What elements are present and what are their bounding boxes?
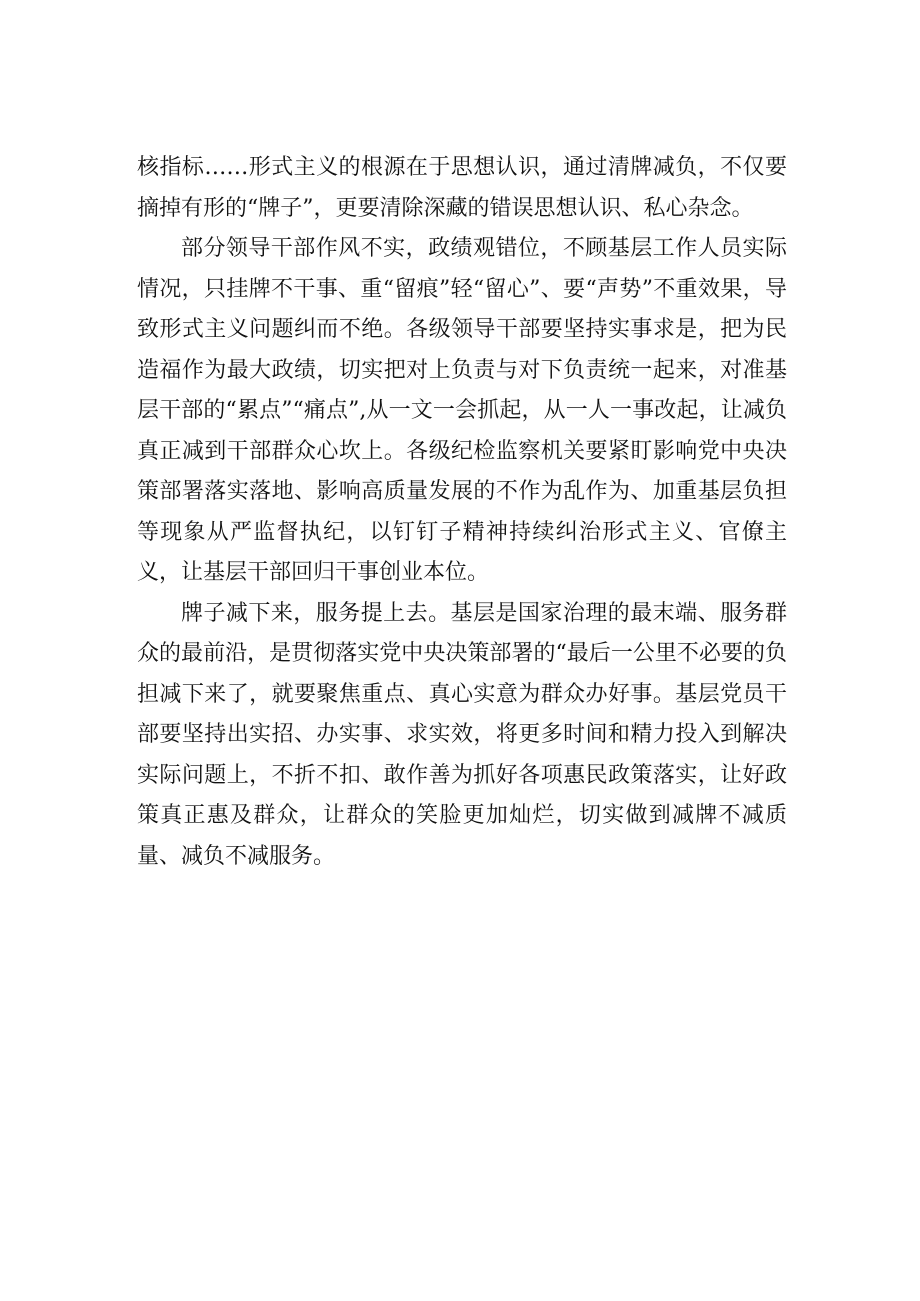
- document-body: [137, 148, 787, 877]
- paragraph-continuation: 核指标……形式主义的根源在于思想认识，通过清牌减负，不仅要摘掉有形的“牌子”，更要清除深藏的错误思想认识、私心杂念。: [137, 155, 787, 221]
- paragraph-leadership-style: 部分领导干部作风不实，政绩观错位，不顾基层工作人员实际情况，只挂牌不干事、重“留痕”轻“留心”、要“声势”不重效果，导致形式主义问题纠而不绝。各级领导干部要坚持实事求是，把为民造福作为最大政绩，切实把对上负责与对下负责统一起来，对准基层干部的“累点”“痛点”,从一文一会抓起，从一人一事改起，让减负真正减到干部群众心坎上。各级纪检监察机关要紧盯影响党中央决策部署落实落地、影响高质量发展的不作为乱作为、加重基层负担等现象从严监督执纪，以钉钉子精神持续纠治形式主义、官僚主义，让基层干部回归干事创业本位。: [137, 236, 787, 585]
- paragraph-service: 牌子减下来，服务提上去。基层是国家治理的最末端、服务群众的最前沿，是贯彻落实党中央决策部署的“最后一公里不必要的负担减下来了，就要聚焦重点、真心实意为群众办好事。基层党员干部要坚持出实招、办实事、求实效，将更多时间和精力投入到解决实际问题上，不折不扣、敢作善为抓好各项惠民政策落实，让好政策真正惠及群众，让群众的笑脸更加灿烂，切实做到减牌不减质量、减负不减服务。: [137, 600, 787, 869]
